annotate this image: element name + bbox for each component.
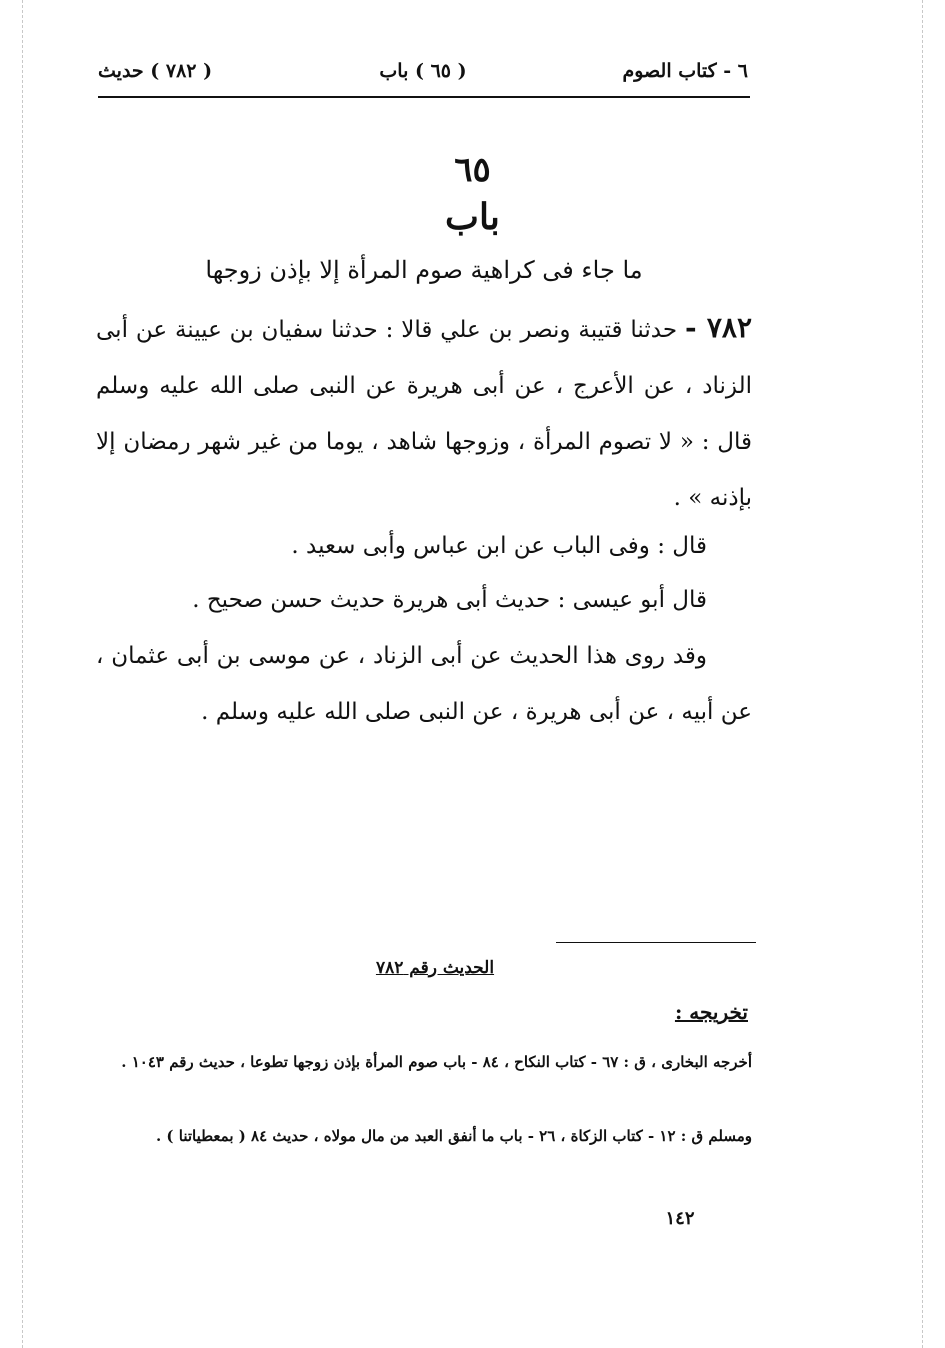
paragraph-grading: قال أبو عيسى : حديث أبى هريرة حديث حسن صحيح . — [192, 587, 707, 613]
paragraph-narration: وقد روى هذا الحديث عن أبى الزناد ، عن موسى بن أبى عثمان ، عن أبيه ، عن أبى هريرة ، عن النبى صلى الله عليه وسلم . — [96, 643, 752, 725]
hadith-body — [96, 300, 752, 526]
footnote-subheading — [630, 1000, 748, 1024]
header-chapter: ( ٦٥ ) باب — [379, 60, 467, 82]
header-hadith-number: ( ٧٨٢ ) حديث — [98, 60, 213, 82]
footnote-line-muslim: ومسلم ق : ١٢ - كتاب الزكاة ، ٢٦ - باب ما أنفق العبد من مال مولاه ، حديث ٨٤ ( بمعطياتنا ) . — [155, 1127, 752, 1145]
running-header — [98, 58, 748, 92]
paragraph-bab: قال : وفى الباب عن ابن عباس وأبى سعيد . — [291, 533, 707, 559]
footnote-line-bukhari: أخرجه البخارى ، ق : ٦٧ - كتاب النكاح ، ٨٤ - باب صوم المرأة بإذن زوجها تطوعا ، حديث رقم ١٠٤٣ . — [121, 1053, 752, 1071]
footnote-heading: الحديث رقم ٧٨٢ — [375, 958, 495, 978]
header-rule — [98, 96, 750, 98]
footnote-rule — [556, 942, 756, 943]
header-book-title: ٦ - كتاب الصوم — [622, 60, 748, 82]
hadith-number: ٧٨٢ - — [684, 311, 752, 344]
chapter-number: ٦٥ — [454, 150, 491, 190]
hadith-text: حدثنا قتيبة ونصر بن علي قالا : حدثنا سفيان بن عيينة عن أبى الزناد ، عن الأعرج ، عن أبى هريرة عن النبى صلى الله عليه وسلم قال : « لا تصوم المرأة ، وزوجها شاهد ، يوما من غير شهر رمضان إلا بإذنه » . — [96, 317, 752, 511]
chapter-subtitle: ما جاء فى كراهية صوم المرأة إلا بإذن زوجها — [205, 256, 643, 284]
chapter-title: باب — [445, 196, 500, 238]
footnote-subheading-text: تخريجه : — [674, 1000, 748, 1024]
page-number: ١٤٢ — [665, 1208, 695, 1229]
